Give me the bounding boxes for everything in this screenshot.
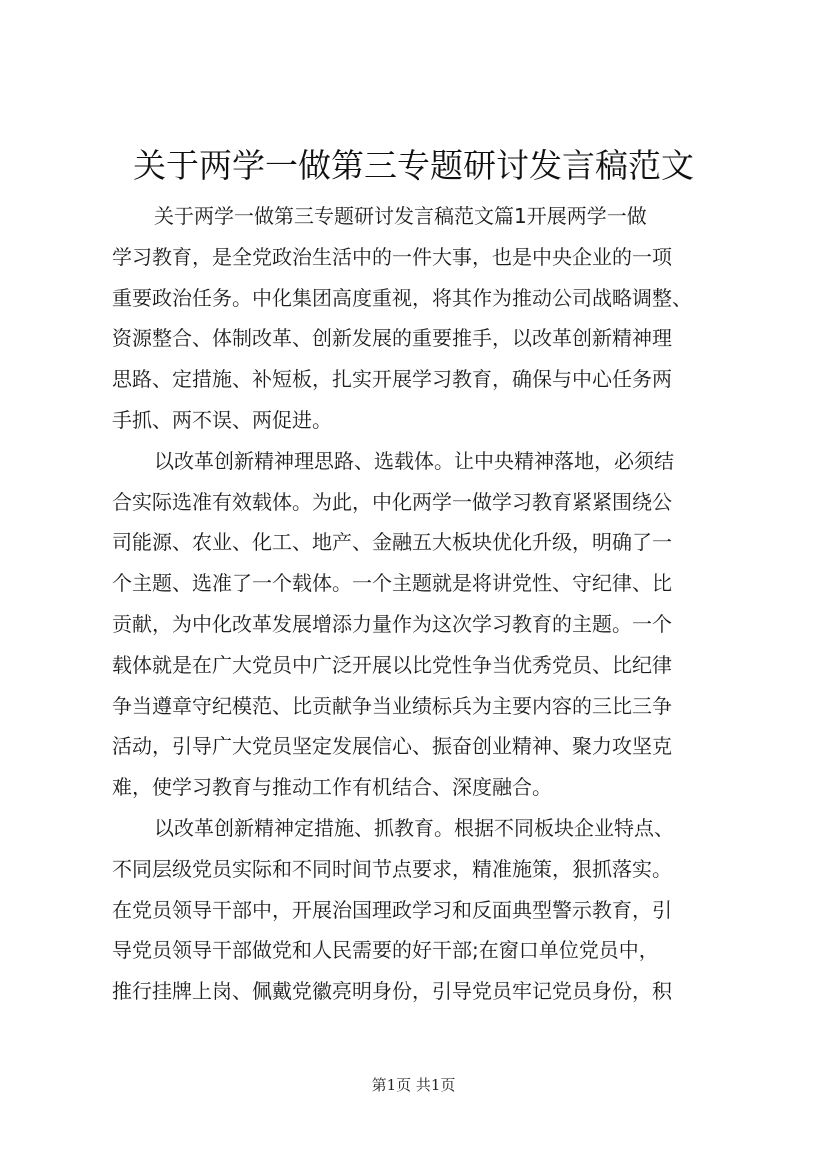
page-number-footer: 第1页 共1页 <box>371 1076 456 1094</box>
paragraph-line: 导党员领导干部做党和人民需要的好干部;在窗口单位党员中， <box>112 938 659 963</box>
paragraph-line: 重要政治任务。中化集团高度重视，将其作为推动公司战略调整、 <box>112 285 692 310</box>
paragraph-line: 难，使学习教育与推动工作有机结合、深度融合。 <box>112 775 552 800</box>
paragraph-line: 争当遵章守纪模范、比贡献争当业绩标兵为主要内容的三比三争 <box>112 693 672 718</box>
paragraph-line: 资源整合、体制改革、创新发展的重要推手，以改革创新精神理 <box>112 326 672 351</box>
paragraph-line: 载体就是在广大党员中广泛开展以比党性争当优秀党员、比纪律 <box>112 652 672 677</box>
paragraph-line: 以改革创新精神理思路、选载体。让中央精神落地，必须结 <box>154 448 674 473</box>
paragraph-line: 学习教育，是全党政治生活中的一件大事，也是中央企业的一项 <box>112 244 672 269</box>
paragraph-line: 不同层级党员实际和不同时间节点要求，精准施策，狠抓落实。 <box>112 856 672 881</box>
paragraph-line: 在党员领导干部中，开展治国理政学习和反面典型警示教育，引 <box>112 897 672 922</box>
paragraph-line: 合实际选准有效载体。为此，中化两学一做学习教育紧紧围绕公 <box>112 489 672 514</box>
paragraph-line: 关于两学一做第三专题研讨发言稿范文篇1开展两学一做 <box>154 204 647 228</box>
paragraph-line: 推行挂牌上岗、佩戴党徽亮明身份，引导党员牢记党员身份，积 <box>112 979 672 1004</box>
paragraph-line: 贡献，为中化改革发展增添力量作为这次学习教育的主题。一个 <box>112 611 672 636</box>
document-title: 关于两学一做第三专题研讨发言稿范文 <box>133 146 694 185</box>
paragraph-line: 个主题、选准了一个载体。一个主题就是将讲党性、守纪律、比 <box>112 571 672 596</box>
paragraph-line: 以改革创新精神定措施、抓教育。根据不同板块企业特点、 <box>154 815 674 840</box>
document-body <box>112 196 716 1012</box>
paragraph-line: 司能源、农业、化工、地产、金融五大板块优化升级，明确了一 <box>112 530 672 555</box>
paragraph-line: 思路、定措施、补短板，扎实开展学习教育，确保与中心任务两 <box>112 367 672 392</box>
paragraph-line: 活动，引导广大党员坚定发展信心、振奋创业精神、聚力攻坚克 <box>112 734 672 759</box>
paragraph-line: 手抓、两不误、两促进。 <box>112 407 332 432</box>
